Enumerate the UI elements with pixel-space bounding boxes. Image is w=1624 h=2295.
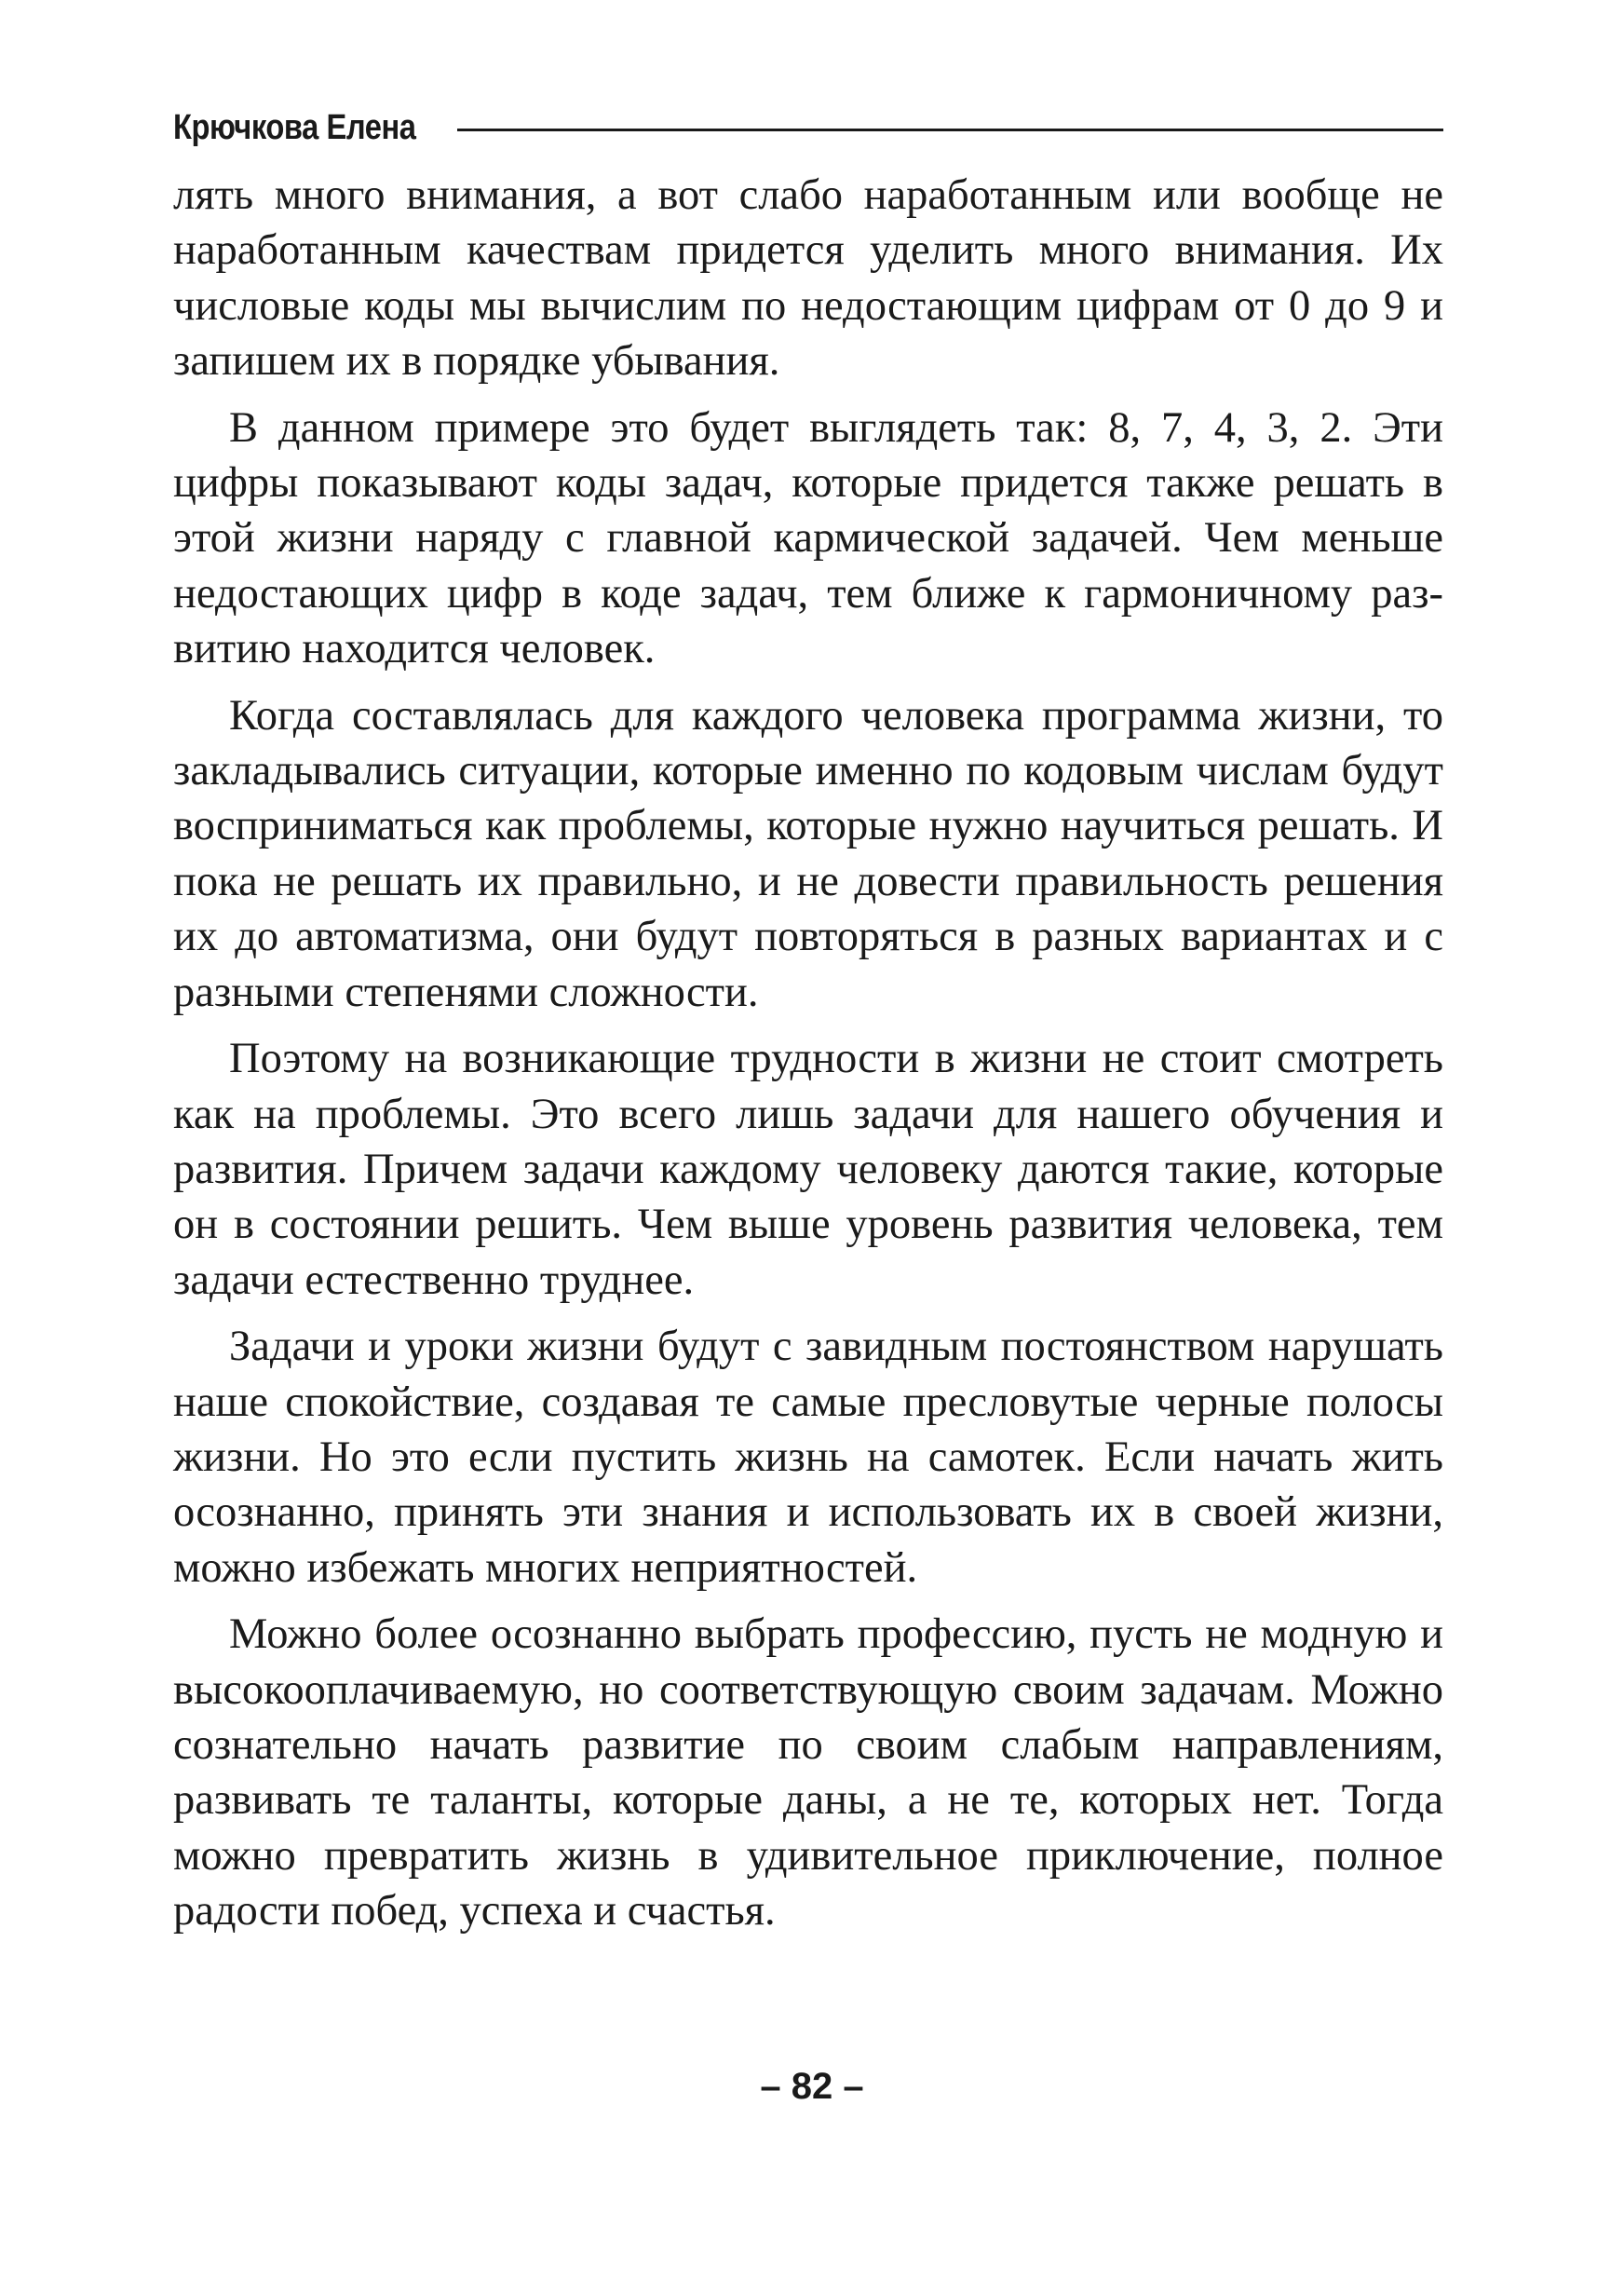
body-text <box>173 168 1443 1939</box>
running-header <box>173 104 1443 151</box>
paragraph-4: Поэтому на возникающие трудности в жизни не стоит смотреть как на проблемы. Это всего лишь задачи для нашего обучения и развития. Причем задачи каждому человеку даются такие, которые он в состоянии решить. Чем выше уровень развития человека, тем задачи естественно труднее. <box>173 1035 1443 1304</box>
paragraph-5: Задачи и уроки жизни будут с завидным постоянством нарушать наше спокойствие, создавая те самые пресловутые черные полосы жизни. Но это если пустить жизнь на самотек. Если начать жить осознанно, принять эти знания и использовать их в своей жизни, можно избежать многих неприятностей. <box>173 1323 1443 1592</box>
paragraph-3: Когда составлялась для каждого человека программа жизни, то закладывались ситуации, которые именно по кодовым числам будут восприниматься как проблемы, которые нужно научиться решать. И пока не решать их правильно, и не довести правильность решения их до автоматизма, они будут повторяться в разных вариантах и с разными степенями сложности. <box>173 691 1443 1016</box>
paragraph-1: лять много внимания, а вот слабо наработанным или вообще не наработанным качествам придется уделить много внимания. Их числовые коды мы вычислим по недостающим цифрам от 0 до 9 и запишем их в порядке убывания. <box>173 171 1443 386</box>
page-number: – 82 – <box>760 2066 864 2107</box>
paragraph-6: Можно более осознанно выбрать профессию, пусть не модную и высокооплачиваемую, но соответствующую своим задачам. Можно сознательно начать развитие по своим слабым направлениям, развивать те таланты, которые даны, а не те, которых нет. Тогда можно превратить жизнь в удивительное приключение, полное радости побед, успеха и счастья. <box>173 1610 1443 1935</box>
paragraph-2: В данном примере это будет выглядеть так: 8, 7, 4, 3, 2. Эти цифры показывают коды задач, которые придется также решать в этой жизни наряду с главной кармической задачей. Чем меньше недостающих цифр в коде задач, тем ближе к гармоничному развитию находится человек. <box>173 403 1443 673</box>
header-author: Крючкова Елена <box>173 107 416 147</box>
header-rule <box>457 129 1443 131</box>
